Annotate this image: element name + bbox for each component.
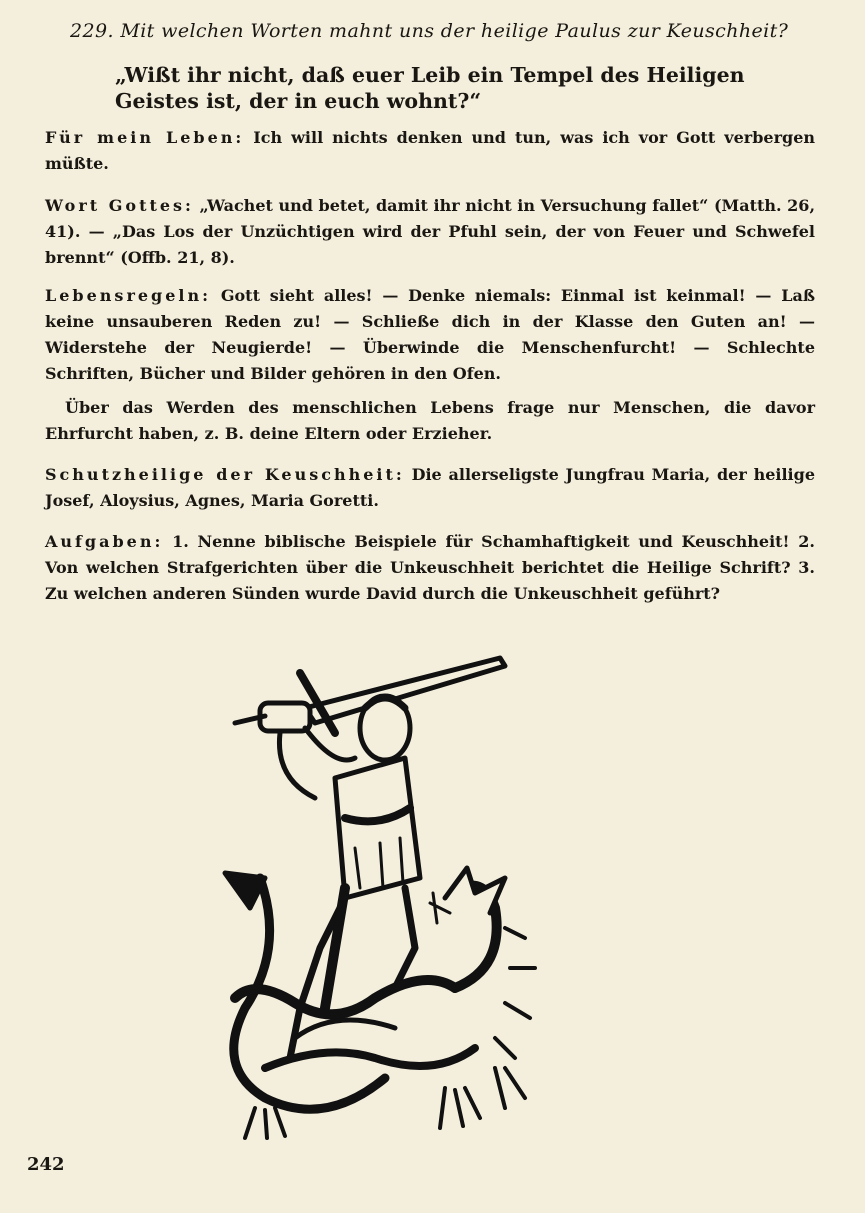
section-label: Schutzheilige der Keuschheit:	[45, 465, 405, 484]
knight-slaying-dragon-icon	[205, 648, 550, 1148]
section-schutzheilige	[45, 462, 815, 514]
section-text: Gott sieht alles! — Denke niemals: Einmal ist keinmal! — Laß keine unsauberen Reden zu! — Schließe dich in der Klasse den Guten an! — Widerstehe der Neugierde! — Überwinde die Menschenfurcht! — Schlechte Schriften, Bücher und Bilder gehören in den Ofen.	[45, 286, 815, 383]
section-aufgaben	[45, 529, 815, 607]
section-text: 1. Nenne biblische Beispiele für Schamhaftigkeit und Keuschheit! 2. Von welchen Strafgerichten über die Unkeuschheit berichtet die Heilige Schrift? 3. Zu welchen anderen Sünden wurde David durch die Unkeuschheit geführt?	[45, 532, 815, 603]
section-text: „Wachet und betet, damit ihr nicht in Versuchung fallet“ (Matth. 26, 41). — „Das Los der Unzüchtigen wird der Pfuhl sein, der von Feuer und Schwefel brennt“ (Offb. 21, 8).	[45, 196, 816, 267]
section-label: Wort Gottes:	[45, 196, 194, 215]
section-werden: Über das Werden des menschlichen Lebens frage nur Menschen, die davor Ehrfurcht haben, z. B. deine Eltern oder Erzieher.	[45, 398, 815, 443]
question-answer: „Wißt ihr nicht, daß euer Leib ein Tempel des Heiligen Geistes ist, der in euch wohnt?“	[115, 63, 745, 113]
section-fuer-mein-leben	[45, 125, 815, 177]
section-label: Lebensregeln:	[45, 286, 212, 305]
question-heading: 229. Mit welchen Worten mahnt uns der heilige Paulus zur Keuschheit?	[70, 20, 789, 42]
section-label: Für mein Leben:	[45, 128, 245, 147]
section-text: Ich will nichts denken und tun, was ich vor Gott verbergen müßte.	[45, 128, 816, 173]
section-text: Die allerseligste Jungfrau Maria, der heilige Josef, Aloysius, Agnes, Maria Goretti.	[45, 465, 815, 510]
section-wort-gottes	[45, 193, 815, 271]
section-lebensregeln	[45, 283, 815, 387]
section-label: Aufgaben:	[45, 532, 164, 551]
page-number: 242	[27, 1154, 65, 1175]
